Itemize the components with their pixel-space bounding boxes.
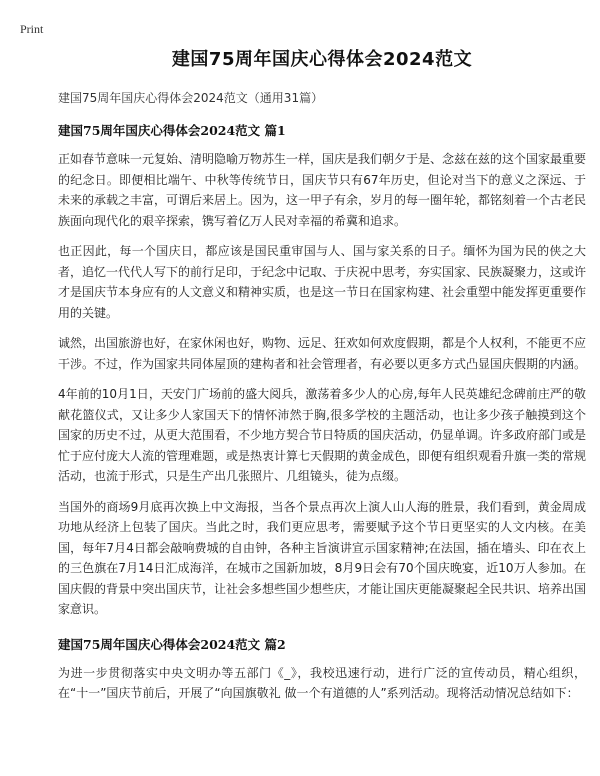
document-title: 建国75周年国庆心得体会2024范文 xyxy=(171,49,473,70)
document-subtitle: 建国75周年国庆心得体会2024范文（通用31篇） xyxy=(58,91,324,105)
section-1-paragraph: 当国外的商场9月底再次换上中文海报，当各个景点再次上演人山人海的胜景，我们看到，黄金周成功地从经济上包装了国庆。当此之时，我们更应思考，需要赋予这个节日更坚实的人文内核。在美国，每年7月4日都会敲响费城的自由钟，各种主旨演讲宣示国家精神;在法国，插在墙头、印在衣上的三色旗在7月14日汇成海洋，在城市之国新加坡，8月9日会有70个国庆晚宴，近10万人参加。在国庆假的背景中突出国庆节，让社会多想些国少想些庆，才能让国庆更能凝聚起全民共识、培养出国家意识。 xyxy=(58,499,587,616)
section-1-paragraph: 正如春节意味一元复始、清明隐喻万物苏生一样，国庆是我们朝夕于是、念兹在兹的这个国家最重要的纪念日。即便相比端午、中秋等传统节日，国庆节只有67年历史，但论对当下的意义之深远、于未来的承载之丰富，可谓后来居上。因为，这一甲子有余，岁月的每一圈年轮，都铭刻着一个古老民族面向现代化的艰辛探索，镌写着亿万人民对幸福的希冀和追求。 xyxy=(58,152,587,228)
print-link[interactable]: Print xyxy=(20,22,44,36)
section-1-paragraph: 诚然，出国旅游也好，在家休闲也好，购物、远足、狂欢如何欢度假期，都是个人权利，不能更不应干涉。不过，作为国家共同体屋顶的建构者和社会管理者，有必要以更多方式凸显国庆假期的内涵。 xyxy=(58,336,587,371)
section-1-paragraph: 4年前的10月1日，天安门广场前的盛大阅兵，激荡着多少人的心房,每年人民英雄纪念碑前庄严的敬献花篮仪式，又让多少人家国天下的情怀沛然于胸,很多学校的主题活动，也让多少孩子触摸到这个国家的历史不过，从更大范围看，不少地方契合节日特质的国庆活动，仍显单调。许多政府部门或是忙于应付庞大人流的管理难题，或是热衷计算七天假期的黄金成色，即便有组织观看升旗一类的常规活动，也流于形式，只是生产出几张照片、几组镜头，徒为点缀。 xyxy=(58,387,587,483)
section-2-paragraph: 为进一步贯彻落实中央文明办等五部门《_》，我校迅速行动，进行广泛的宣传动员，精心组织，在“十一”国庆节前后，开展了“向国旗敬礼 做一个有道德的人”系列活动。现将活动情况总结如下： xyxy=(58,665,586,700)
document-page xyxy=(58,48,586,704)
section-heading-2: 建国75周年国庆心得体会2024范文 篇2 xyxy=(58,636,286,652)
section-1-paragraph: 也正因此，每一个国庆日，都应该是国民重审国与人、国与家关系的日子。缅怀为国为民的侠之大者，追忆一代代人写下的前行足印，于纪念中记取、于庆祝中思考，夯实国家、民族凝聚力，这或许才是国庆节本身应有的人文意义和精神实质，也是这一节日在国家构建、社会重塑中能发挥更重要作用的关键。 xyxy=(58,244,587,320)
section-heading-1: 建国75周年国庆心得体会2024范文 篇1 xyxy=(58,123,286,138)
